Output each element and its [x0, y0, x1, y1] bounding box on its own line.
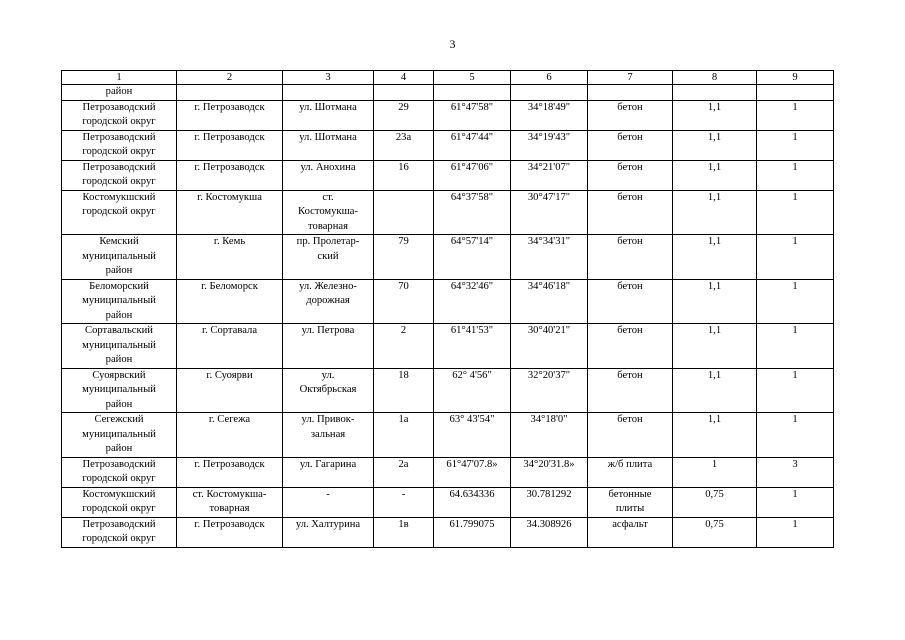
table-cell: район: [62, 85, 177, 101]
table-cell: бетон: [588, 130, 673, 160]
table-cell: 1,1: [673, 100, 757, 130]
table-cell: 62° 4'56": [434, 368, 511, 413]
header-cell: 2: [177, 71, 283, 85]
table-cell: [511, 85, 588, 101]
table-cell: г. Кемь: [177, 235, 283, 280]
table-row: [62, 100, 834, 130]
table-cell: бетон: [588, 235, 673, 280]
table-cell: бетон: [588, 100, 673, 130]
table-cell: ст. Костомукша- товарная: [177, 487, 283, 517]
table-cell: пр. Пролетар- ский: [283, 235, 374, 280]
table-cell: -: [374, 487, 434, 517]
table-cell: 61.799075: [434, 517, 511, 547]
table-cell: г. Петрозаводск: [177, 100, 283, 130]
table-cell: ул. Анохина: [283, 160, 374, 190]
header-cell: 5: [434, 71, 511, 85]
table-cell: 61°47'07.8»: [434, 457, 511, 487]
table-cell: 70: [374, 279, 434, 324]
table-row: [62, 279, 834, 324]
table-cell: бетон: [588, 279, 673, 324]
table-cell: 34.308926: [511, 517, 588, 547]
table-cell: ул. Привок- зальная: [283, 413, 374, 458]
table-cell: Петрозаводский городской округ: [62, 517, 177, 547]
table-cell: бетон: [588, 190, 673, 235]
table-cell: 3: [757, 457, 834, 487]
table-row: [62, 190, 834, 235]
table-cell: 34°20'31.8»: [511, 457, 588, 487]
table-cell: 1: [757, 160, 834, 190]
table-cell: 1,1: [673, 368, 757, 413]
table-cell: [588, 85, 673, 101]
table-cell: 64.634336: [434, 487, 511, 517]
table-cell: 1: [757, 190, 834, 235]
table-cell: ул. Октябрьская: [283, 368, 374, 413]
table-cell: 64°32'46": [434, 279, 511, 324]
table-cell: 32°20'37": [511, 368, 588, 413]
data-table: [61, 70, 834, 548]
table-cell: Костомукшский городской округ: [62, 487, 177, 517]
table-cell: г. Костомукша: [177, 190, 283, 235]
table-cell: 61°41'53": [434, 324, 511, 369]
table-cell: 1: [757, 368, 834, 413]
table-cell: 30.781292: [511, 487, 588, 517]
table-cell: 0,75: [673, 487, 757, 517]
table-cell: ул. Железно- дорожная: [283, 279, 374, 324]
table-row: [62, 235, 834, 280]
table-cell: бетон: [588, 413, 673, 458]
table-cell: 1,1: [673, 324, 757, 369]
table-cell: г. Петрозаводск: [177, 160, 283, 190]
table-cell: [434, 85, 511, 101]
table-cell: г. Суоярви: [177, 368, 283, 413]
table-cell: Петрозаводский городской округ: [62, 130, 177, 160]
table-row: [62, 130, 834, 160]
table-cell: 1,1: [673, 160, 757, 190]
table-cell: 29: [374, 100, 434, 130]
table-cell: ул. Шотмана: [283, 130, 374, 160]
table-cell: 1,1: [673, 130, 757, 160]
table-cell: бетонные плиты: [588, 487, 673, 517]
table-cell: [374, 85, 434, 101]
table-cell: 34°18'0": [511, 413, 588, 458]
header-row: [62, 71, 834, 85]
table-cell: 30°40'21": [511, 324, 588, 369]
table-row: [62, 160, 834, 190]
table-row: [62, 85, 834, 101]
table-cell: Беломорский муниципальный район: [62, 279, 177, 324]
table-cell: 1: [757, 279, 834, 324]
table-cell: ул. Гагарина: [283, 457, 374, 487]
table-cell: 1: [757, 130, 834, 160]
table-cell: г. Сортавала: [177, 324, 283, 369]
table-cell: 30°47'17": [511, 190, 588, 235]
table-cell: бетон: [588, 160, 673, 190]
header-cell: 4: [374, 71, 434, 85]
table-cell: 1а: [374, 413, 434, 458]
table-cell: [283, 85, 374, 101]
table-cell: 2: [374, 324, 434, 369]
table-row: [62, 457, 834, 487]
table-cell: бетон: [588, 368, 673, 413]
table-cell: 64°57'14": [434, 235, 511, 280]
table-cell: ул. Петрова: [283, 324, 374, 369]
table-cell: 18: [374, 368, 434, 413]
table-cell: г. Сегежа: [177, 413, 283, 458]
header-cell: 3: [283, 71, 374, 85]
table-cell: 34°46'18": [511, 279, 588, 324]
table-cell: [177, 85, 283, 101]
table-cell: Сегежский муниципальный район: [62, 413, 177, 458]
table-cell: 16: [374, 160, 434, 190]
table-cell: 23а: [374, 130, 434, 160]
table-cell: г. Петрозаводск: [177, 457, 283, 487]
table-cell: [673, 85, 757, 101]
table-cell: асфальт: [588, 517, 673, 547]
table-cell: 61°47'58": [434, 100, 511, 130]
table-cell: Кемский муниципальный район: [62, 235, 177, 280]
table-cell: ж/б плита: [588, 457, 673, 487]
table-cell: 1: [757, 487, 834, 517]
page-number: 3: [449, 37, 456, 51]
table-cell: г. Петрозаводск: [177, 130, 283, 160]
header-cell: 1: [62, 71, 177, 85]
table-cell: 34°21'07": [511, 160, 588, 190]
table-cell: 1: [757, 517, 834, 547]
table-cell: Суоярвский муниципальный район: [62, 368, 177, 413]
table-cell: [757, 85, 834, 101]
table-cell: 1,1: [673, 235, 757, 280]
table-row: [62, 517, 834, 547]
table-row: [62, 413, 834, 458]
table-cell: 1: [757, 100, 834, 130]
table-cell: Сортавальский муниципальный район: [62, 324, 177, 369]
table-cell: 61°47'44": [434, 130, 511, 160]
table-cell: Петрозаводский городской округ: [62, 160, 177, 190]
table-row: [62, 324, 834, 369]
table-cell: 1: [757, 235, 834, 280]
table-cell: 1,1: [673, 413, 757, 458]
table-cell: бетон: [588, 324, 673, 369]
table-cell: 61°47'06": [434, 160, 511, 190]
table-cell: ст. Костомукша- товарная: [283, 190, 374, 235]
table-cell: 63° 43'54": [434, 413, 511, 458]
table-cell: 1,1: [673, 190, 757, 235]
table-cell: Петрозаводский городской округ: [62, 100, 177, 130]
table-cell: ул. Халтурина: [283, 517, 374, 547]
table-cell: 1в: [374, 517, 434, 547]
table-row: [62, 368, 834, 413]
table-cell: 1,1: [673, 279, 757, 324]
table-cell: 34°18'49": [511, 100, 588, 130]
table-cell: г. Беломорск: [177, 279, 283, 324]
table-cell: 0,75: [673, 517, 757, 547]
table-cell: ул. Шотмана: [283, 100, 374, 130]
table-cell: г. Петрозаводск: [177, 517, 283, 547]
header-cell: 7: [588, 71, 673, 85]
header-cell: 9: [757, 71, 834, 85]
table-cell: 1: [757, 324, 834, 369]
table-cell: 79: [374, 235, 434, 280]
table-cell: [374, 190, 434, 235]
table-cell: Костомукшский городской округ: [62, 190, 177, 235]
table-cell: -: [283, 487, 374, 517]
table-cell: Петрозаводский городской округ: [62, 457, 177, 487]
table-cell: 64°37'58": [434, 190, 511, 235]
table-cell: 34°19'43": [511, 130, 588, 160]
table-cell: 1: [673, 457, 757, 487]
table-row: [62, 487, 834, 517]
table-cell: 1: [757, 413, 834, 458]
header-cell: 8: [673, 71, 757, 85]
table-cell: 2а: [374, 457, 434, 487]
table-cell: 34°34'31": [511, 235, 588, 280]
header-cell: 6: [511, 71, 588, 85]
